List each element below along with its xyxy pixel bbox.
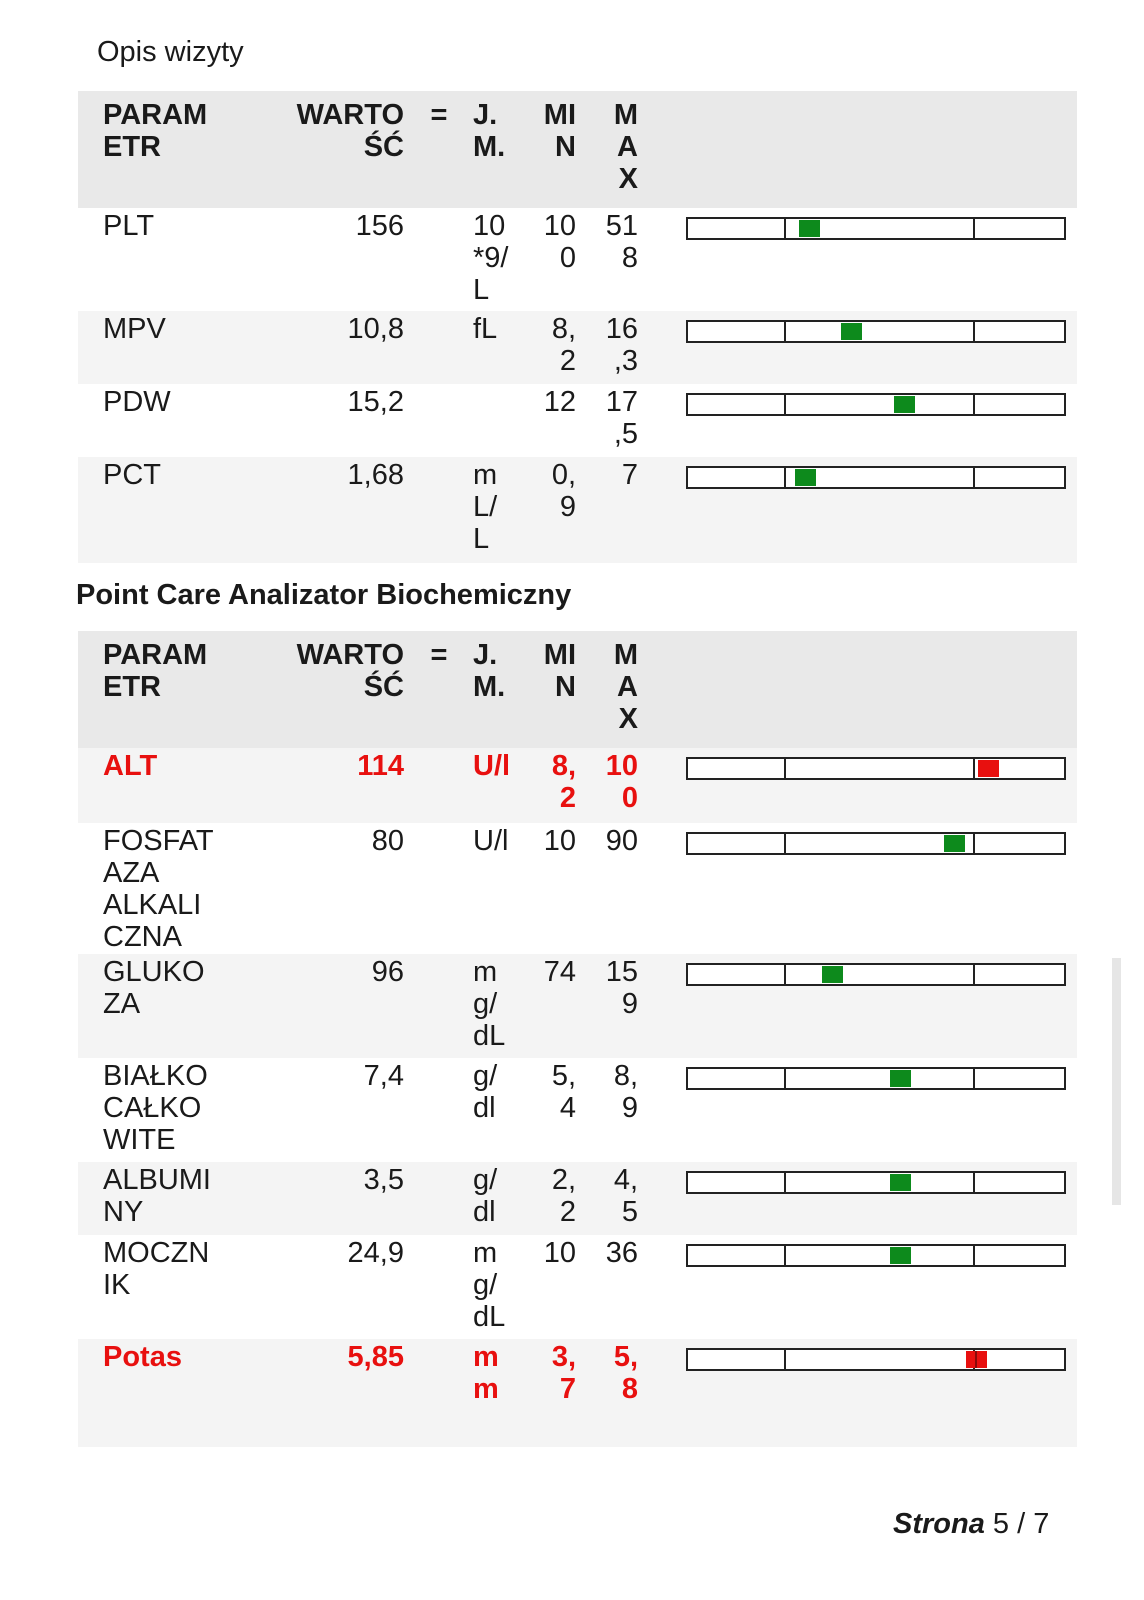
value-marker bbox=[966, 1351, 987, 1368]
gauge-tick bbox=[784, 759, 786, 778]
value-marker bbox=[890, 1174, 911, 1191]
gauge-tick bbox=[973, 1246, 975, 1265]
value-marker bbox=[795, 469, 816, 486]
page-total: / 7 bbox=[1009, 1508, 1050, 1540]
param-name: FOSFAT AZA ALKALI CZNA bbox=[103, 825, 214, 953]
param-unit: m g/ dL bbox=[473, 956, 506, 1052]
gauge-tick bbox=[784, 468, 786, 487]
param-value: 114 bbox=[357, 750, 404, 782]
param-unit: U/l bbox=[473, 825, 509, 857]
param-value: 80 bbox=[371, 825, 404, 857]
header-max: M A X bbox=[613, 639, 638, 735]
value-marker bbox=[944, 835, 965, 852]
range-gauge bbox=[686, 832, 1066, 855]
header-eq: = bbox=[430, 639, 448, 671]
range-gauge bbox=[686, 466, 1066, 489]
table-row bbox=[78, 823, 1077, 954]
param-unit: m L/ L bbox=[473, 459, 498, 555]
range-gauge bbox=[686, 393, 1066, 416]
param-min: 74 bbox=[543, 956, 576, 988]
gauge-tick bbox=[973, 759, 975, 778]
param-max: 90 bbox=[605, 825, 638, 857]
page-label: Strona bbox=[893, 1508, 985, 1540]
param-max: 36 bbox=[605, 1237, 638, 1269]
header-max: M A X bbox=[613, 99, 638, 195]
param-min: 8, 2 bbox=[551, 750, 576, 814]
param-value: 24,9 bbox=[347, 1237, 404, 1269]
range-gauge bbox=[686, 757, 1066, 780]
param-min: 12 bbox=[543, 386, 576, 418]
param-min: 10 bbox=[543, 825, 576, 857]
param-max: 15 9 bbox=[605, 956, 638, 1020]
param-unit: g/ dl bbox=[473, 1164, 498, 1228]
param-value: 5,85 bbox=[347, 1341, 404, 1373]
param-min: 3, 7 bbox=[551, 1341, 576, 1405]
param-value: 1,68 bbox=[347, 459, 404, 491]
page-footer bbox=[893, 1508, 1049, 1541]
param-value: 3,5 bbox=[363, 1164, 404, 1196]
param-min: 0, 9 bbox=[551, 459, 576, 523]
param-min: 10 0 bbox=[543, 210, 576, 274]
gauge-tick bbox=[784, 219, 786, 238]
gauge-tick bbox=[973, 219, 975, 238]
value-marker bbox=[890, 1070, 911, 1087]
range-gauge bbox=[686, 1067, 1066, 1090]
param-max: 51 8 bbox=[605, 210, 638, 274]
table-row bbox=[78, 311, 1077, 384]
gauge-tick bbox=[973, 1173, 975, 1192]
table-row bbox=[78, 457, 1077, 563]
gauge-tick bbox=[973, 468, 975, 487]
table-row bbox=[78, 1058, 1077, 1162]
param-min: 2, 2 bbox=[551, 1164, 576, 1228]
param-max: 5, 8 bbox=[613, 1341, 638, 1405]
header-value: WARTO ŚĆ bbox=[296, 99, 404, 163]
gauge-tick bbox=[784, 1246, 786, 1265]
param-max: 10 0 bbox=[605, 750, 638, 814]
param-unit: U/l bbox=[473, 750, 511, 782]
param-max: 8, 9 bbox=[613, 1060, 638, 1124]
gauge-tick bbox=[784, 1350, 786, 1369]
param-min: 5, 4 bbox=[551, 1060, 576, 1124]
table-row bbox=[78, 1339, 1077, 1447]
param-value: 96 bbox=[371, 956, 404, 988]
header-unit: J. M. bbox=[473, 639, 506, 703]
param-name: ALT bbox=[103, 750, 158, 782]
param-min: 10 bbox=[543, 1237, 576, 1269]
value-marker bbox=[841, 323, 862, 340]
header-eq: = bbox=[430, 99, 448, 131]
param-unit: m m bbox=[473, 1341, 499, 1405]
biochemistry-table bbox=[78, 631, 1077, 1447]
param-value: 15,2 bbox=[347, 386, 404, 418]
range-gauge bbox=[686, 1348, 1066, 1371]
table-header bbox=[78, 631, 1077, 748]
param-name: MPV bbox=[103, 313, 166, 345]
header-unit: J. M. bbox=[473, 99, 506, 163]
range-gauge bbox=[686, 963, 1066, 986]
table-row bbox=[78, 1235, 1077, 1339]
gauge-tick bbox=[973, 395, 975, 414]
param-unit: g/ dl bbox=[473, 1060, 498, 1124]
gauge-tick bbox=[784, 1069, 786, 1088]
param-min: 8, 2 bbox=[551, 313, 576, 377]
param-max: 16 ,3 bbox=[605, 313, 638, 377]
table-row bbox=[78, 208, 1077, 311]
gauge-tick bbox=[784, 965, 786, 984]
gauge-tick bbox=[784, 834, 786, 853]
table-row bbox=[78, 1162, 1077, 1235]
param-name: Potas bbox=[103, 1341, 182, 1373]
param-value: 10,8 bbox=[347, 313, 404, 345]
param-unit: m g/ dL bbox=[473, 1237, 506, 1333]
gauge-tick bbox=[784, 395, 786, 414]
range-gauge bbox=[686, 320, 1066, 343]
range-gauge bbox=[686, 217, 1066, 240]
scrollbar[interactable] bbox=[1112, 958, 1121, 1205]
param-unit: fL bbox=[473, 313, 498, 345]
page-title: Opis wizyty bbox=[97, 36, 244, 68]
header-param: PARAM ETR bbox=[103, 639, 208, 703]
header-value: WARTO ŚĆ bbox=[296, 639, 404, 703]
param-name: PDW bbox=[103, 386, 171, 418]
param-name: BIAŁKO CAŁKO WITE bbox=[103, 1060, 208, 1156]
param-name: PCT bbox=[103, 459, 161, 491]
gauge-tick bbox=[973, 965, 975, 984]
blood-count-table bbox=[78, 91, 1077, 563]
range-gauge bbox=[686, 1171, 1066, 1194]
value-marker bbox=[822, 966, 843, 983]
param-name: ALBUMI NY bbox=[103, 1164, 211, 1228]
param-name: PLT bbox=[103, 210, 155, 242]
page-number: 5 bbox=[992, 1508, 1010, 1540]
table-header bbox=[78, 91, 1077, 208]
gauge-tick bbox=[973, 322, 975, 341]
param-name: MOCZN IK bbox=[103, 1237, 210, 1301]
value-marker bbox=[978, 760, 999, 777]
param-max: 4, 5 bbox=[613, 1164, 638, 1228]
param-unit: 10 *9/ L bbox=[473, 210, 509, 306]
header-min: MI N bbox=[543, 99, 576, 163]
range-gauge bbox=[686, 1244, 1066, 1267]
header-param: PARAM ETR bbox=[103, 99, 208, 163]
param-max: 17 ,5 bbox=[605, 386, 638, 450]
value-marker bbox=[799, 220, 820, 237]
value-marker bbox=[890, 1247, 911, 1264]
param-value: 7,4 bbox=[363, 1060, 404, 1092]
value-marker bbox=[894, 396, 915, 413]
table-row bbox=[78, 748, 1077, 823]
section-title: Point Care Analizator Biochemiczny bbox=[76, 579, 572, 611]
param-name: GLUKO ZA bbox=[103, 956, 205, 1020]
param-value: 156 bbox=[355, 210, 404, 242]
gauge-tick bbox=[973, 1069, 975, 1088]
gauge-tick bbox=[973, 834, 975, 853]
header-min: MI N bbox=[543, 639, 576, 703]
gauge-tick bbox=[784, 322, 786, 341]
gauge-tick bbox=[784, 1173, 786, 1192]
param-max: 7 bbox=[621, 459, 638, 491]
table-row bbox=[78, 954, 1077, 1058]
table-row bbox=[78, 384, 1077, 457]
